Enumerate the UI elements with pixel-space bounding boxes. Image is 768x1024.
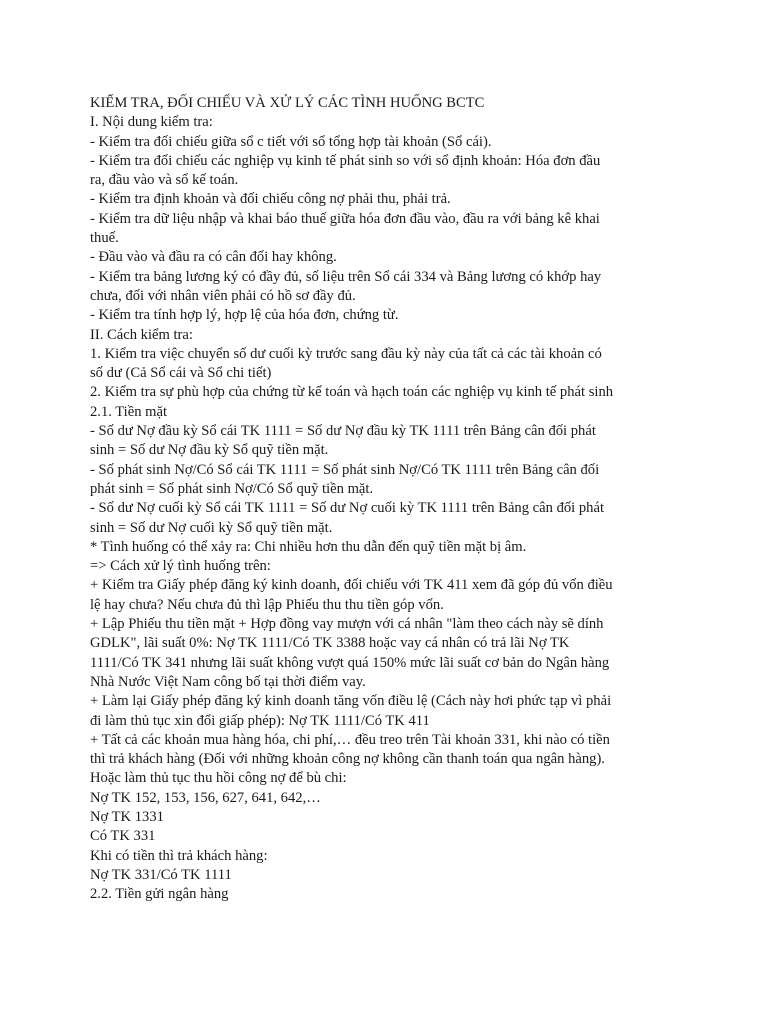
text-line: Nợ TK 331/Có TK 1111 (90, 866, 232, 883)
text-line: - Số dư Nợ đầu kỳ Sổ cái TK 1111 = Số dư Nợ đầu kỳ TK 1111 trên Bảng cân đối phát (90, 423, 596, 440)
text-line: đi làm thủ tục xin đổi giấp phép): Nợ TK 1111/Có TK 411 (90, 712, 430, 729)
text-line: phát sinh = Số phát sinh Nợ/Có Sổ quỹ tiền mặt. (90, 480, 374, 497)
text-line: + Làm lại Giấy phép đăng ký kinh doanh tăng vốn điều lệ (Cách này hơi phức tạp vì phải (90, 693, 612, 710)
text-line: lệ hay chưa? Nếu chưa đủ thì lập Phiếu thu thu tiền góp vốn. (90, 596, 444, 613)
text-line: Hoặc làm thủ tục thu hồi công nợ để bù chi: (90, 770, 347, 787)
subsection-heading: 2.1. Tiền mặt (90, 403, 168, 420)
section-heading-1: I. Nội dung kiểm tra: (90, 114, 213, 131)
text-line: - Kiểm tra định khoản và đối chiếu công nợ phải thu, phải trả. (90, 191, 451, 208)
text-line: 1111/Có TK 341 nhưng lãi suất không vượt quá 150% mức lãi suất cơ bản do Ngân hàng (90, 654, 610, 671)
text-line: + Tất cả các khoản mua hàng hóa, chi phí,… đều treo trên Tài khoản 331, khi nào có tiền (90, 731, 610, 748)
text-line: - Kiểm tra bảng lương ký có đầy đủ, số liệu trên Sổ cái 334 và Bảng lương có khớp hay (90, 268, 602, 285)
text-line: Nhà Nước Việt Nam công bố tại thời điểm vay. (90, 673, 366, 690)
text-line: sinh = Số dư Nợ đầu kỳ Sổ quỹ tiền mặt. (90, 442, 329, 459)
text-line: thuế. (90, 230, 119, 247)
section-heading-2: II. Cách kiểm tra: (90, 326, 193, 343)
text-line: 2. Kiểm tra sự phù hợp của chứng từ kế toán và hạch toán các nghiệp vụ kinh tế phát sinh (90, 384, 614, 401)
document-title: KIỂM TRA, ĐỐI CHIẾU VÀ XỬ LÝ CÁC TÌNH HUỐNG BCTC (90, 95, 485, 111)
text-line: GDLK", lãi suất 0%: Nợ TK 1111/Có TK 3388 hoặc vay cá nhân có trả lãi Nợ TK (90, 635, 570, 652)
text-line: - Kiểm tra đối chiếu các nghiệp vụ kinh tế phát sinh so với sổ định khoản: Hóa đơn đầu (90, 152, 601, 169)
text-line: => Cách xử lý tình huống trên: (90, 558, 271, 575)
text-line: - Đầu vào và đầu ra có cân đối hay không. (90, 249, 337, 266)
text-line: Khi có tiền thì trả khách hàng: (90, 847, 268, 864)
text-line: - Kiểm tra đối chiếu giữa sổ c tiết với sổ tổng hợp tài khoản (Sổ cái). (90, 133, 492, 150)
text-line: sinh = Số dư Nợ cuối kỳ Sổ quỹ tiền mặt. (90, 519, 333, 536)
subsection-heading: 2.2. Tiền gửi ngân hàng (90, 886, 229, 903)
text-line: ra, đầu vào và sổ kế toán. (90, 172, 239, 189)
text-line: Có TK 331 (90, 828, 156, 845)
text-line: + Lập Phiếu thu tiền mặt + Hợp đồng vay mượn với cá nhân "làm theo cách này sẽ dính (90, 616, 604, 633)
document-body (90, 94, 690, 904)
text-line: * Tình huống có thể xảy ra: Chi nhiều hơn thu dẫn đến quỹ tiền mặt bị âm. (90, 538, 527, 555)
text-line: - Kiểm tra tính hợp lý, hợp lệ của hóa đơn, chứng từ. (90, 307, 399, 324)
text-line: - Số dư Nợ cuối kỳ Sổ cái TK 1111 = Số dư Nợ cuối kỳ TK 1111 trên Bảng cân đối phát (90, 500, 604, 517)
text-line: - Số phát sinh Nợ/Có Sổ cái TK 1111 = Số phát sinh Nợ/Có TK 1111 trên Bảng cân đối (90, 461, 600, 478)
text-line: thì trả khách hàng (Đối với những khoản công nợ không cần thanh toán qua ngân hàng). (90, 751, 605, 768)
text-line: + Kiểm tra Giấy phép đăng ký kinh doanh, đối chiếu với TK 411 xem đã góp đủ vốn điều (90, 577, 613, 594)
text-line: Nợ TK 1331 (90, 808, 164, 825)
text-line: - Kiểm tra dữ liệu nhập và khai báo thuế giữa hóa đơn đầu vào, đầu ra với bảng kê khai (90, 210, 600, 227)
text-line: số dư (Cả Sổ cái và Sổ chi tiết) (90, 365, 272, 382)
text-line: 1. Kiểm tra việc chuyển số dư cuối kỳ trước sang đầu kỳ này của tất cả các tài khoản có (90, 345, 602, 362)
text-line: Nợ TK 152, 153, 156, 627, 641, 642,… (90, 789, 321, 806)
text-line: chưa, đối với nhân viên phải có hồ sơ đầy đủ. (90, 287, 356, 304)
